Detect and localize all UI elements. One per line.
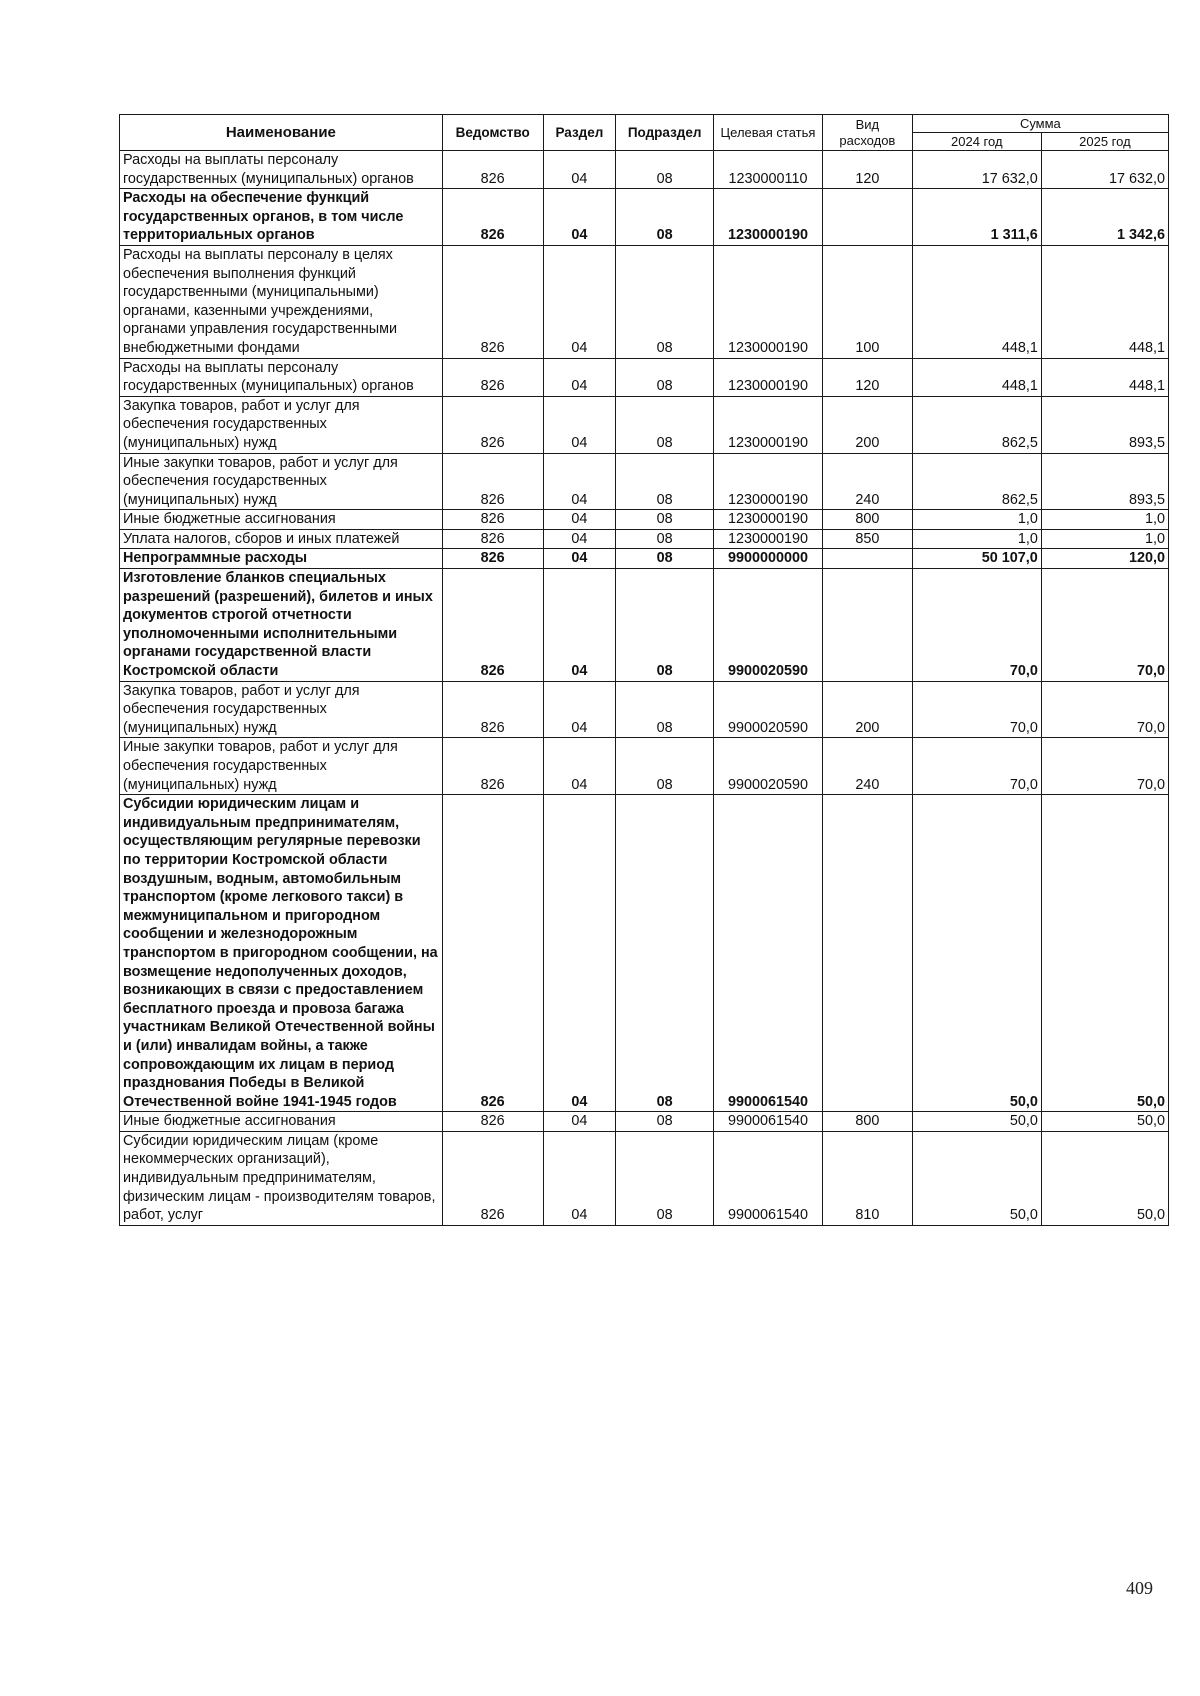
header-sum: Сумма [912, 115, 1168, 133]
cell-subsection: 08 [616, 510, 714, 530]
cell-expense-type: 810 [822, 1131, 912, 1225]
cell-department: 826 [442, 795, 543, 1112]
table-row [120, 1112, 1169, 1132]
cell-expense-type: 200 [822, 396, 912, 453]
table-row [120, 738, 1169, 795]
cell-department: 826 [442, 358, 543, 396]
cell-sum-2024: 50,0 [912, 1131, 1041, 1225]
header-name: Наименование [120, 115, 443, 151]
cell-name: Субсидии юридическим лицам (кроме некоммерческих организаций), индивидуальным предпринимателям, физическим лицам - производителям товаров, работ, услуг [120, 1131, 443, 1225]
cell-sum-2024: 70,0 [912, 569, 1041, 682]
cell-department: 826 [442, 738, 543, 795]
cell-section: 04 [543, 795, 616, 1112]
cell-subsection: 08 [616, 453, 714, 510]
table-row [120, 151, 1169, 189]
cell-department: 826 [442, 549, 543, 569]
cell-sum-2025: 50,0 [1041, 1112, 1168, 1132]
cell-target-article: 1230000190 [714, 245, 823, 358]
cell-subsection: 08 [616, 569, 714, 682]
cell-sum-2024: 1 311,6 [912, 189, 1041, 246]
cell-subsection: 08 [616, 738, 714, 795]
cell-department: 826 [442, 1131, 543, 1225]
cell-department: 826 [442, 529, 543, 549]
table-row [120, 245, 1169, 358]
cell-sum-2025: 17 632,0 [1041, 151, 1168, 189]
cell-name: Расходы на выплаты персоналу в целях обеспечения выполнения функций государственными (муниципальными) органами, казенными учреждениями, органами управления государственными внебюджетными фондами [120, 245, 443, 358]
cell-sum-2025: 448,1 [1041, 245, 1168, 358]
header-target-article: Целевая статья [714, 115, 823, 151]
table-row [120, 681, 1169, 738]
cell-section: 04 [543, 396, 616, 453]
cell-sum-2024: 17 632,0 [912, 151, 1041, 189]
cell-sum-2025: 70,0 [1041, 738, 1168, 795]
cell-target-article: 9900061540 [714, 1112, 823, 1132]
cell-section: 04 [543, 681, 616, 738]
table-row [120, 189, 1169, 246]
cell-sum-2024: 1,0 [912, 529, 1041, 549]
cell-subsection: 08 [616, 151, 714, 189]
cell-expense-type: 800 [822, 1112, 912, 1132]
cell-section: 04 [543, 453, 616, 510]
cell-expense-type [822, 569, 912, 682]
table-row [120, 529, 1169, 549]
table-row [120, 358, 1169, 396]
cell-expense-type: 240 [822, 738, 912, 795]
cell-section: 04 [543, 358, 616, 396]
cell-section: 04 [543, 1131, 616, 1225]
cell-target-article: 1230000190 [714, 396, 823, 453]
cell-target-article: 9900020590 [714, 569, 823, 682]
cell-sum-2024: 70,0 [912, 738, 1041, 795]
table-row [120, 1131, 1169, 1225]
cell-sum-2024: 70,0 [912, 681, 1041, 738]
cell-name: Иные бюджетные ассигнования [120, 510, 443, 530]
cell-name: Расходы на выплаты персоналу государственных (муниципальных) органов [120, 358, 443, 396]
cell-department: 826 [442, 569, 543, 682]
cell-name: Расходы на обеспечение функций государственных органов, в том числе территориальных органов [120, 189, 443, 246]
cell-expense-type: 120 [822, 358, 912, 396]
cell-sum-2025: 893,5 [1041, 396, 1168, 453]
cell-subsection: 08 [616, 358, 714, 396]
cell-sum-2024: 448,1 [912, 358, 1041, 396]
cell-subsection: 08 [616, 245, 714, 358]
table-row [120, 569, 1169, 682]
cell-subsection: 08 [616, 549, 714, 569]
table-row [120, 510, 1169, 530]
cell-name: Расходы на выплаты персоналу государственных (муниципальных) органов [120, 151, 443, 189]
table-header [120, 115, 1169, 151]
cell-section: 04 [543, 245, 616, 358]
cell-department: 826 [442, 681, 543, 738]
cell-name: Изготовление бланков специальных разрешений (разрешений), билетов и иных документов строгой отчетности уполномоченными исполнительными органами государственной власти Костромской области [120, 569, 443, 682]
cell-department: 826 [442, 453, 543, 510]
cell-expense-type: 800 [822, 510, 912, 530]
cell-section: 04 [543, 529, 616, 549]
table-row [120, 549, 1169, 569]
cell-sum-2025: 1,0 [1041, 529, 1168, 549]
page-number: 409 [1126, 1578, 1153, 1598]
budget-table [119, 114, 1169, 1226]
table-row [120, 396, 1169, 453]
cell-sum-2024: 50,0 [912, 795, 1041, 1112]
cell-sum-2025: 1,0 [1041, 510, 1168, 530]
cell-name: Непрограммные расходы [120, 549, 443, 569]
cell-subsection: 08 [616, 396, 714, 453]
cell-sum-2024: 448,1 [912, 245, 1041, 358]
cell-department: 826 [442, 510, 543, 530]
cell-section: 04 [543, 569, 616, 682]
header-year-2025: 2025 год [1041, 133, 1168, 151]
cell-target-article: 9900000000 [714, 549, 823, 569]
cell-expense-type [822, 189, 912, 246]
cell-target-article: 9900020590 [714, 681, 823, 738]
cell-expense-type: 120 [822, 151, 912, 189]
cell-name: Уплата налогов, сборов и иных платежей [120, 529, 443, 549]
cell-sum-2024: 1,0 [912, 510, 1041, 530]
header-subsection: Подраздел [616, 115, 714, 151]
cell-sum-2024: 862,5 [912, 396, 1041, 453]
cell-subsection: 08 [616, 189, 714, 246]
cell-target-article: 1230000110 [714, 151, 823, 189]
cell-name: Субсидии юридическим лицам и индивидуальным предпринимателям, осуществляющим регулярные перевозки по территории Костромской области воздушным, водным, автомобильным транспортом (кроме легкового такси) в межмуниципальном и пригородном сообщении и железнодорожным транспортом в пригородном сообщении, на возмещение недополученных доходов, возникающих в связи с предоставлением бесплатного проезда и провоза багажа участникам Великой Отечественной войны и (или) инвалидам войны, а также сопровождающим их лицам в период празднования Победы в Великой Отечественной войне 1941-1945 годов [120, 795, 443, 1112]
header-department: Ведомство [442, 115, 543, 151]
cell-subsection: 08 [616, 795, 714, 1112]
cell-department: 826 [442, 189, 543, 246]
cell-subsection: 08 [616, 681, 714, 738]
cell-expense-type: 850 [822, 529, 912, 549]
header-year-2024: 2024 год [912, 133, 1041, 151]
cell-sum-2025: 893,5 [1041, 453, 1168, 510]
cell-sum-2025: 448,1 [1041, 358, 1168, 396]
cell-subsection: 08 [616, 1131, 714, 1225]
cell-target-article: 1230000190 [714, 510, 823, 530]
header-section: Раздел [543, 115, 616, 151]
table-row [120, 453, 1169, 510]
cell-target-article: 9900061540 [714, 795, 823, 1112]
cell-sum-2025: 120,0 [1041, 549, 1168, 569]
cell-section: 04 [543, 189, 616, 246]
cell-subsection: 08 [616, 1112, 714, 1132]
cell-name: Иные бюджетные ассигнования [120, 1112, 443, 1132]
cell-name: Иные закупки товаров, работ и услуг для обеспечения государственных (муниципальных) нужд [120, 453, 443, 510]
cell-sum-2025: 50,0 [1041, 795, 1168, 1112]
cell-name: Закупка товаров, работ и услуг для обеспечения государственных (муниципальных) нужд [120, 396, 443, 453]
cell-section: 04 [543, 549, 616, 569]
cell-target-article: 1230000190 [714, 453, 823, 510]
cell-name: Иные закупки товаров, работ и услуг для обеспечения государственных (муниципальных) нужд [120, 738, 443, 795]
cell-sum-2024: 50 107,0 [912, 549, 1041, 569]
cell-target-article: 1230000190 [714, 358, 823, 396]
cell-department: 826 [442, 245, 543, 358]
header-expense-type: Вид расходов [822, 115, 912, 151]
cell-section: 04 [543, 151, 616, 189]
cell-expense-type: 100 [822, 245, 912, 358]
cell-target-article: 9900020590 [714, 738, 823, 795]
cell-target-article: 1230000190 [714, 529, 823, 549]
cell-department: 826 [442, 1112, 543, 1132]
cell-expense-type: 240 [822, 453, 912, 510]
cell-target-article: 1230000190 [714, 189, 823, 246]
cell-expense-type [822, 549, 912, 569]
cell-section: 04 [543, 1112, 616, 1132]
cell-department: 826 [442, 151, 543, 189]
cell-sum-2025: 1 342,6 [1041, 189, 1168, 246]
cell-sum-2024: 862,5 [912, 453, 1041, 510]
cell-target-article: 9900061540 [714, 1131, 823, 1225]
cell-section: 04 [543, 510, 616, 530]
cell-sum-2024: 50,0 [912, 1112, 1041, 1132]
cell-section: 04 [543, 738, 616, 795]
cell-department: 826 [442, 396, 543, 453]
cell-sum-2025: 70,0 [1041, 569, 1168, 682]
cell-expense-type [822, 795, 912, 1112]
cell-sum-2025: 50,0 [1041, 1131, 1168, 1225]
cell-name: Закупка товаров, работ и услуг для обеспечения государственных (муниципальных) нужд [120, 681, 443, 738]
cell-subsection: 08 [616, 529, 714, 549]
table-row [120, 795, 1169, 1112]
cell-sum-2025: 70,0 [1041, 681, 1168, 738]
table-body [120, 151, 1169, 1226]
cell-expense-type: 200 [822, 681, 912, 738]
